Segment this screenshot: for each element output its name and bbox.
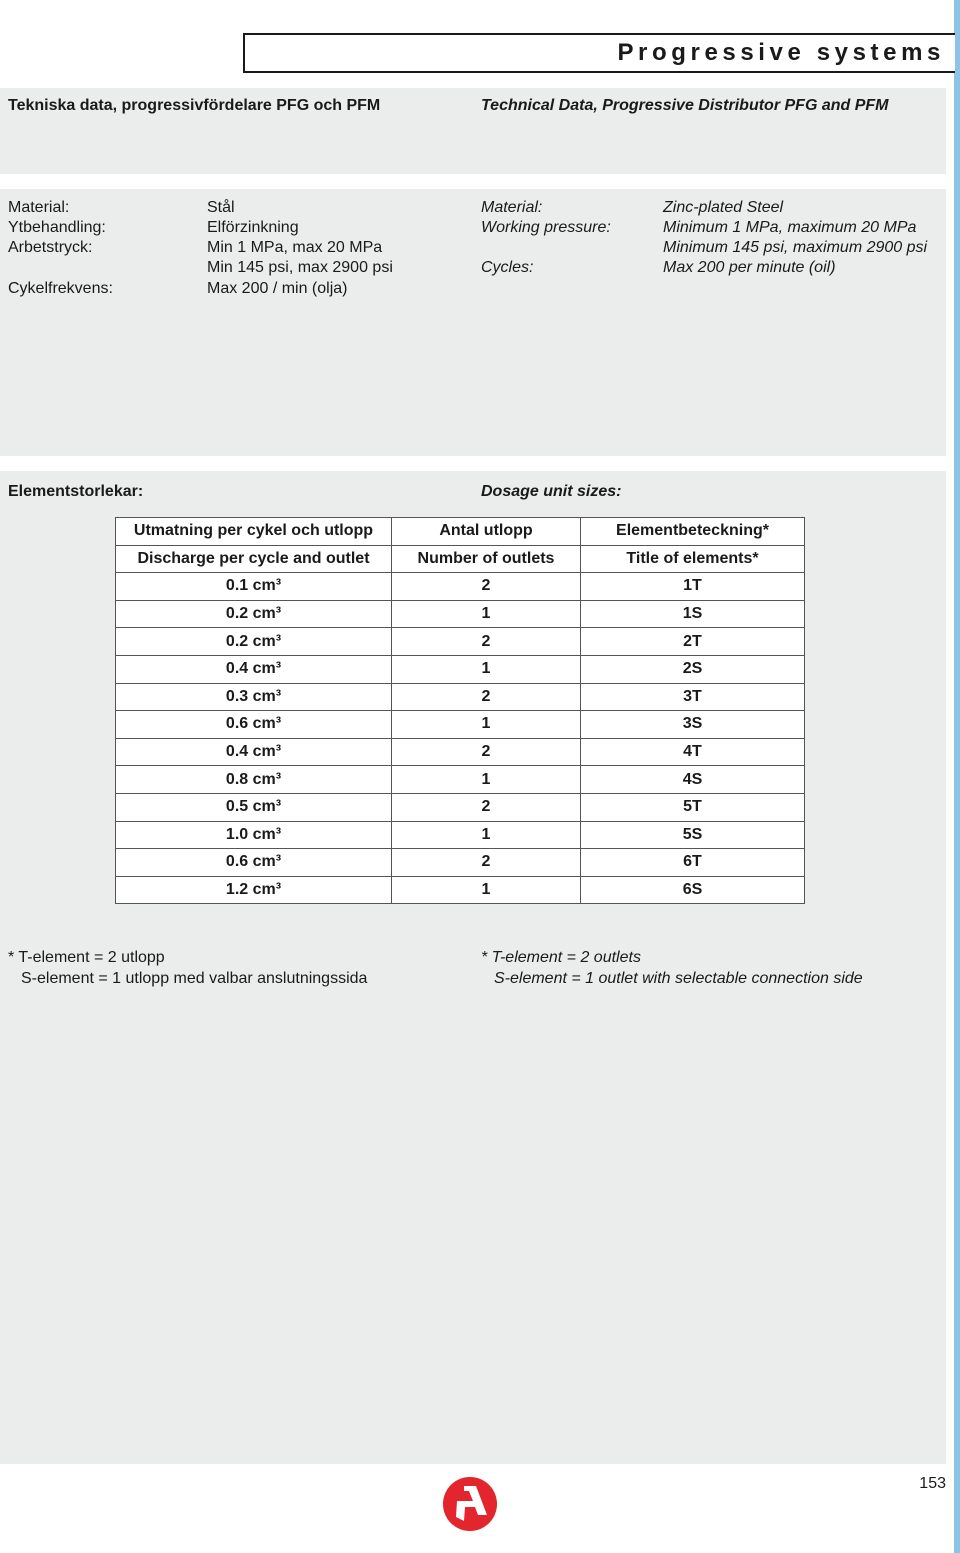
element-sizes-label-en: Dosage unit sizes:	[481, 483, 622, 500]
table-header-cell: Antal utlopp	[392, 518, 581, 546]
table-row	[116, 849, 805, 877]
element-title-cell: 5T	[581, 793, 805, 821]
footnote-en: * T-element = 2 outlets	[481, 949, 641, 966]
spec-value-sv: Stål	[207, 199, 235, 216]
outlets-cell: 1	[392, 711, 581, 739]
spec-value-sv: Min 1 MPa, max 20 MPa	[207, 239, 383, 256]
header-box	[243, 33, 955, 73]
discharge-cell: 0.4 cm³	[116, 655, 392, 683]
outlets-cell: 1	[392, 821, 581, 849]
footnote-en: S-element = 1 outlet with selectable connection side	[494, 970, 863, 987]
discharge-cell: 0.1 cm³	[116, 573, 392, 601]
discharge-cell: 0.3 cm³	[116, 683, 392, 711]
discharge-cell: 0.8 cm³	[116, 766, 392, 794]
discharge-cell: 0.4 cm³	[116, 738, 392, 766]
spec-value-en: Minimum 145 psi, maximum 2900 psi	[663, 239, 928, 256]
element-title-cell: 4S	[581, 766, 805, 794]
discharge-cell: 0.5 cm³	[116, 793, 392, 821]
table-header-cell: Title of elements*	[581, 545, 805, 573]
company-logo-icon	[443, 1477, 497, 1531]
table-row	[116, 600, 805, 628]
table-row	[116, 821, 805, 849]
footnote-sv: S-element = 1 utlopp med valbar anslutningssida	[21, 970, 368, 987]
table-row	[116, 711, 805, 739]
table-row	[116, 573, 805, 601]
table-header-row	[116, 518, 805, 546]
discharge-cell: 1.2 cm³	[116, 876, 392, 904]
page-number: 153	[919, 1475, 946, 1492]
table-header-cell: Number of outlets	[392, 545, 581, 573]
spec-label-sv: Arbetstryck:	[8, 239, 93, 256]
spec-value-sv: Elförzinkning	[207, 219, 299, 236]
discharge-cell: 1.0 cm³	[116, 821, 392, 849]
discharge-cell: 0.6 cm³	[116, 711, 392, 739]
spec-label-en: Working pressure:	[481, 219, 611, 236]
element-title-cell: 5S	[581, 821, 805, 849]
element-title-cell: 6T	[581, 849, 805, 877]
spec-value-en: Minimum 1 MPa, maximum 20 MPa	[663, 219, 917, 236]
outlets-cell: 1	[392, 766, 581, 794]
spec-label-en: Cycles:	[481, 259, 534, 276]
element-title-cell: 3T	[581, 683, 805, 711]
spec-value-sv: Max 200 / min (olja)	[207, 280, 348, 297]
table-row	[116, 766, 805, 794]
outlets-cell: 1	[392, 876, 581, 904]
table-header-row	[116, 545, 805, 573]
table-row	[116, 628, 805, 656]
table-row	[116, 655, 805, 683]
spec-value-sv: Min 145 psi, max 2900 psi	[207, 259, 393, 276]
spec-label-en: Material:	[481, 199, 543, 216]
table-row	[116, 793, 805, 821]
spec-label-sv: Cykelfrekvens:	[8, 280, 113, 297]
spec-label-sv: Material:	[8, 199, 70, 216]
outlets-cell: 2	[392, 793, 581, 821]
outlets-cell: 1	[392, 655, 581, 683]
outlets-cell: 2	[392, 738, 581, 766]
table-header-cell: Elementbeteckning*	[581, 518, 805, 546]
table-header-cell: Utmatning per cykel och utlopp	[116, 518, 392, 546]
outlets-cell: 2	[392, 683, 581, 711]
element-title-cell: 1S	[581, 600, 805, 628]
element-title-cell: 6S	[581, 876, 805, 904]
section-title-sv: Tekniska data, progressivfördelare PFG och PFM	[8, 97, 381, 114]
accent-bar	[954, 0, 960, 1553]
spec-value-en: Zinc-plated Steel	[663, 199, 784, 216]
outlets-cell: 2	[392, 628, 581, 656]
discharge-cell: 0.2 cm³	[116, 628, 392, 656]
element-title-cell: 2S	[581, 655, 805, 683]
outlets-cell: 1	[392, 600, 581, 628]
element-sizes-label-sv: Elementstorlekar:	[8, 483, 144, 500]
dosage-table	[115, 517, 805, 904]
discharge-cell: 0.6 cm³	[116, 849, 392, 877]
element-title-cell: 2T	[581, 628, 805, 656]
element-title-cell: 4T	[581, 738, 805, 766]
table-row	[116, 738, 805, 766]
table-row	[116, 876, 805, 904]
table-header-cell: Discharge per cycle and outlet	[116, 545, 392, 573]
spec-label-sv: Ytbehandling:	[8, 219, 106, 236]
footnote-sv: * T-element = 2 utlopp	[8, 949, 165, 966]
element-title-cell: 1T	[581, 573, 805, 601]
discharge-cell: 0.2 cm³	[116, 600, 392, 628]
section-title-en: Technical Data, Progressive Distributor PFG and PFM	[481, 97, 889, 114]
spec-value-en: Max 200 per minute (oil)	[663, 259, 836, 276]
outlets-cell: 2	[392, 849, 581, 877]
element-title-cell: 3S	[581, 711, 805, 739]
table-row	[116, 683, 805, 711]
page-title: Progressive systems	[617, 39, 945, 66]
outlets-cell: 2	[392, 573, 581, 601]
